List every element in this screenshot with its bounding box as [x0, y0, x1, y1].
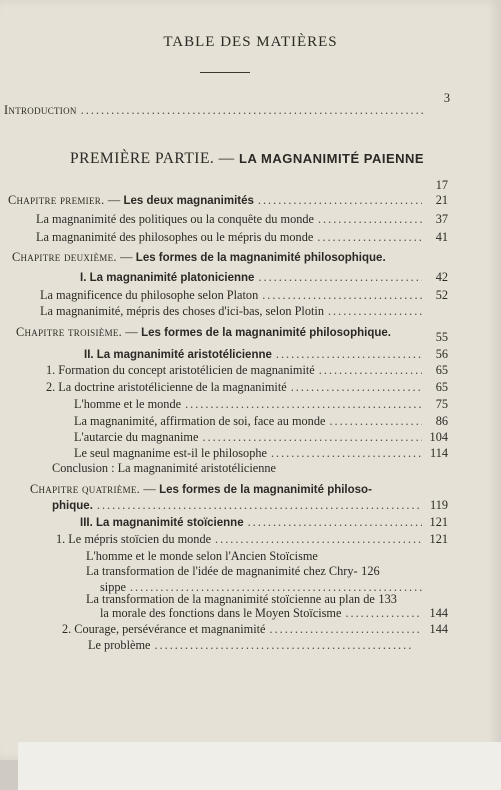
section-title: II. La magnanimité aristotélicienne	[84, 349, 272, 361]
toc-entry-text: sippe	[100, 580, 126, 594]
chapter-title: Les formes de la magnanimité philosophique.	[135, 252, 386, 264]
leader-dots	[270, 622, 423, 637]
leader-dots	[258, 270, 422, 285]
section-title: I. La magnanimité platonicienne	[80, 272, 255, 284]
leader-dots	[345, 606, 422, 621]
leader-dots	[291, 380, 422, 395]
chapter-title: phique.	[52, 500, 93, 512]
toc-label: Introduction	[4, 103, 77, 117]
toc-page: 121	[429, 515, 448, 529]
leader-dots	[319, 363, 422, 378]
page-title: TABLE DES MATIÈRES	[163, 34, 338, 50]
toc-page: 104	[429, 430, 448, 444]
toc-section	[80, 515, 448, 530]
toc-entry-text: La transformation de la magnanimité stoïcienne au plan de	[86, 592, 375, 606]
chapter-title: Les formes de la magnanimité philoso-	[159, 484, 372, 496]
leader-dots	[317, 230, 422, 245]
toc-entry-text: Le problème	[88, 638, 151, 652]
leader-dots	[97, 498, 422, 513]
toc-entry	[40, 288, 448, 303]
chapter-label: Chapitre troisième. —	[16, 325, 139, 339]
toc-chapter-1	[8, 193, 448, 208]
section-title: III. La magnanimité stoïcienne	[80, 517, 244, 529]
title-rule	[200, 72, 250, 73]
toc-page: 42	[435, 270, 448, 284]
toc-entry	[86, 592, 448, 607]
toc-page: 55	[435, 330, 448, 344]
toc-entry	[74, 414, 448, 429]
toc-entry	[88, 638, 418, 653]
toc-entry-text: Le seul magnanime est-il le philosophe	[74, 446, 267, 460]
toc-page: 56	[435, 347, 448, 361]
toc-entry-text: L'homme et le monde	[74, 397, 182, 411]
toc-page: 119	[430, 498, 448, 512]
leader-dots	[185, 397, 422, 412]
toc-chapter-4	[30, 482, 448, 497]
toc-page: 3	[443, 91, 450, 105]
toc-page: 21	[435, 193, 448, 207]
toc-entry	[46, 380, 448, 395]
leader-dots	[154, 638, 414, 653]
toc-page: 65	[435, 363, 448, 377]
toc-page: 17	[435, 178, 448, 192]
toc-entry-text: La magnanimité des politiques ou la conquête du monde	[36, 212, 314, 226]
chapter-title: Les formes de la magnanimité philosophique.	[141, 327, 391, 339]
leader-dots	[271, 446, 422, 461]
chapter-label: Chapitre quatrième. —	[30, 482, 157, 496]
leader-dots	[329, 414, 422, 429]
toc-page: 144	[429, 622, 448, 636]
chapter-title: Les deux magnanimités	[123, 195, 254, 207]
toc-entry-text: la morale des fonctions dans le Moyen Stoïcisme	[100, 606, 342, 620]
toc-entry	[100, 606, 448, 621]
toc-chapter-2	[12, 250, 448, 265]
toc-page: 75	[435, 397, 448, 411]
toc-page: 37	[435, 212, 448, 226]
part-name: LA MAGNANIMITÉ PAIENNE	[239, 151, 425, 166]
leader-dots	[248, 515, 422, 530]
toc-page: 121	[429, 532, 448, 546]
toc-entry-text: La transformation de l'idée de magnanimité chez Chry-	[86, 564, 358, 578]
toc-entry	[74, 397, 448, 412]
chapter-label: Chapitre deuxième. —	[12, 250, 133, 264]
toc-entry	[74, 430, 448, 445]
leader-dots	[328, 304, 422, 319]
toc-entry-text: 1. Formation du concept aristotélicien de magnanimité	[46, 363, 315, 377]
toc-entry	[46, 363, 448, 378]
part-prefix: PREMIÈRE PARTIE. —	[70, 150, 235, 167]
toc-entry-text: La magnanimité des philosophes ou le mépris du monde	[36, 230, 314, 244]
chapter-label: Chapitre premier. —	[8, 193, 121, 207]
toc-chapter-3	[16, 325, 448, 340]
toc-entry	[62, 622, 448, 637]
toc-entry: L'homme et le monde selon l'Ancien Stoïcisme	[86, 549, 318, 563]
leader-dots	[318, 212, 422, 227]
toc-page: 52	[435, 288, 448, 302]
toc-entry	[36, 212, 448, 227]
toc-page: 133	[378, 592, 397, 606]
leader-dots	[262, 288, 422, 303]
leader-dots	[276, 347, 422, 362]
toc-entry-text: La magnanimité, mépris des choses d'ici-bas, selon Plotin	[40, 304, 324, 318]
toc-conclusion: Conclusion : La magnanimité aristotélicienne	[52, 461, 277, 475]
leader-dots	[215, 532, 422, 547]
leader-dots	[202, 430, 422, 445]
toc-page: 41	[435, 230, 448, 244]
leader-dots	[258, 193, 422, 208]
toc-entry-text: L'autarcie du magnanime	[74, 430, 199, 444]
toc-entry-text: La magnificence du philosophe selon Platon	[40, 288, 259, 302]
toc-entry	[74, 446, 448, 461]
toc-entry-text: La magnanimité, affirmation de soi, face au monde	[74, 414, 326, 428]
toc-entry-text: 1. Le mépris stoïcien du monde	[56, 532, 212, 546]
toc-section	[84, 347, 448, 362]
toc-page: 86	[435, 414, 448, 428]
toc-entry	[86, 564, 448, 579]
toc-entry	[56, 532, 448, 547]
page-edge	[18, 742, 501, 790]
toc-entry	[36, 230, 448, 245]
toc-section	[80, 270, 448, 285]
toc-chapter-4-cont	[52, 498, 448, 513]
toc-entry-text: 2. La doctrine aristotélicienne de la magnanimité	[46, 380, 287, 394]
toc-entry	[40, 304, 448, 319]
toc-page: 126	[361, 564, 380, 578]
toc-entry-text: 2. Courage, persévérance et magnanimité	[62, 622, 266, 636]
toc-page: 65	[435, 380, 448, 394]
toc-page: 114	[430, 446, 448, 460]
part-heading	[70, 150, 424, 168]
toc-entry-introduction	[4, 91, 450, 118]
leader-dots	[81, 103, 424, 118]
toc-page: 144	[429, 606, 448, 620]
